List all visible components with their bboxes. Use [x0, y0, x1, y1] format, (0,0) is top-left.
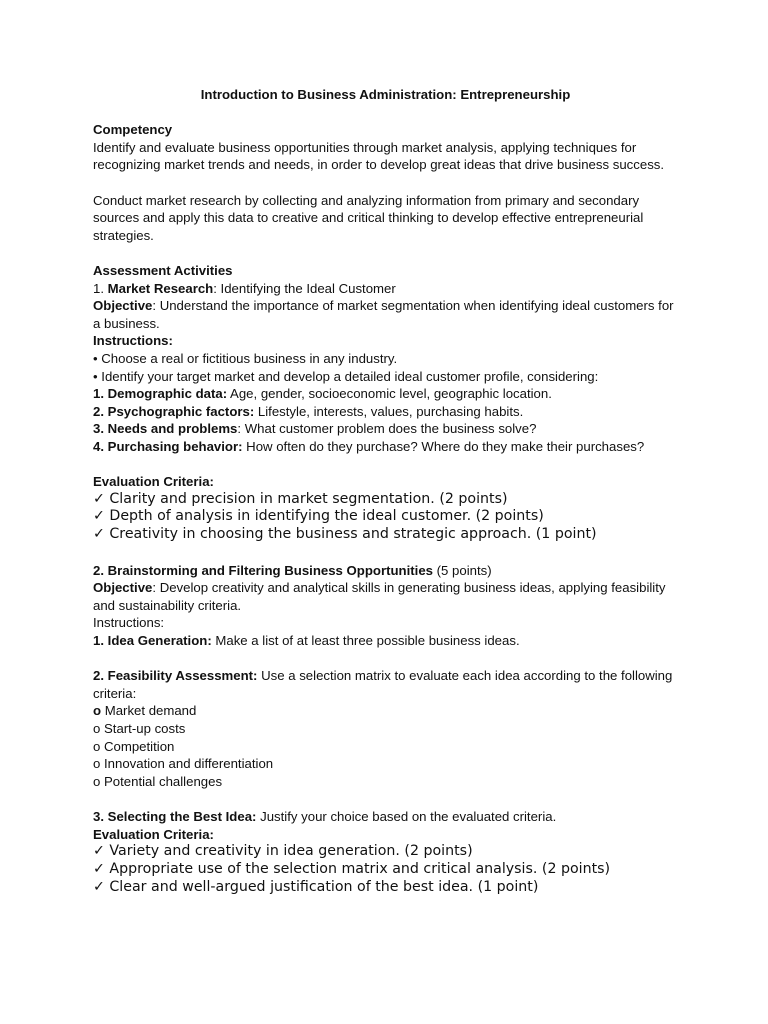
activity-2-criterion-2: ✓ Appropriate use of the selection matrix and critical analysis. (2 points): [93, 860, 611, 877]
assessment-heading: Assessment Activities: [93, 262, 233, 278]
competency-paragraph-1: Identify and evaluate business opportunities through market analysis, applying techniques for recognizing market trends and needs, in order to develop great ideas that drive business success.: [93, 139, 665, 173]
activity-1-item-3: 3. Needs and problems: What customer problem does the business solve?: [93, 421, 537, 437]
activity-1-bullet-1: • Choose a real or fictitious business in any industry.: [93, 350, 398, 366]
activity-2-step-2: 2. Feasibility Assessment: Use a selection matrix to evaluate each idea according to the following criteria:: [93, 668, 673, 701]
competency-paragraph-2: Conduct market research by collecting and analyzing information from primary and secondary sources and apply this data to creative and critical thinking to develop effective entrepreneurial strategies.: [93, 192, 644, 243]
activity-1-objective: Objective: Understand the importance of market segmentation when identifying ideal customers for a business.: [93, 298, 674, 331]
activity-1-criterion-3: ✓ Creativity in choosing the business and strategic approach. (1 point): [93, 526, 597, 543]
activity-1-criterion-2: ✓ Depth of analysis in identifying the ideal customer. (2 points): [93, 508, 544, 525]
activity-1-bullet-2: • Identify your target market and develop a detailed ideal customer profile, considering:: [93, 368, 599, 384]
activity-2-sub-item-1: o Market demand: [93, 703, 197, 719]
activity-2-sub-item-4: o Innovation and differentiation: [93, 756, 274, 772]
activity-1-evaluation-label: Evaluation Criteria:: [93, 474, 214, 490]
activity-2-sub-item-2: o Start-up costs: [93, 720, 186, 736]
activity-2-objective: Objective: Develop creativity and analytical skills in generating business ideas, applying feasibility and sustainability criteria.: [93, 580, 666, 613]
activity-2-sub-item-5: o Potential challenges: [93, 773, 223, 789]
activity-1-item-4: 4. Purchasing behavior: How often do they purchase? Where do they make their purchases?: [93, 438, 645, 454]
activity-2-sub-item-3: o Competition: [93, 738, 175, 754]
activity-2-step-1: 1. Idea Generation: Make a list of at least three possible business ideas.: [93, 633, 520, 649]
activity-1-criterion-1: ✓ Clarity and precision in market segmentation. (2 points): [93, 490, 508, 507]
activity-1-title: 1. Market Research: Identifying the Ideal Customer: [93, 280, 396, 296]
activity-1-instructions-label: Instructions:: [93, 333, 173, 349]
activity-2-instructions-label: Instructions:: [93, 615, 165, 631]
activity-2-criterion-3: ✓ Clear and well-argued justification of the best idea. (1 point): [93, 878, 539, 895]
activity-1-item-2: 2. Psychographic factors: Lifestyle, interests, values, purchasing habits.: [93, 403, 524, 419]
document-title: Introduction to Business Administration: Entrepreneurship: [200, 87, 571, 102]
activity-2-title: 2. Brainstorming and Filtering Business Opportunities (5 points): [93, 562, 492, 578]
activity-2-criterion-1: ✓ Variety and creativity in idea generation. (2 points): [93, 843, 473, 860]
activity-2-evaluation-label: Evaluation Criteria:: [93, 826, 214, 842]
competency-heading: Competency: [93, 122, 173, 138]
activity-1-item-1: 1. Demographic data: Age, gender, socioeconomic level, geographic location.: [93, 386, 552, 402]
activity-2-step-3: 3. Selecting the Best Idea: Justify your choice based on the evaluated criteria.: [93, 808, 557, 824]
